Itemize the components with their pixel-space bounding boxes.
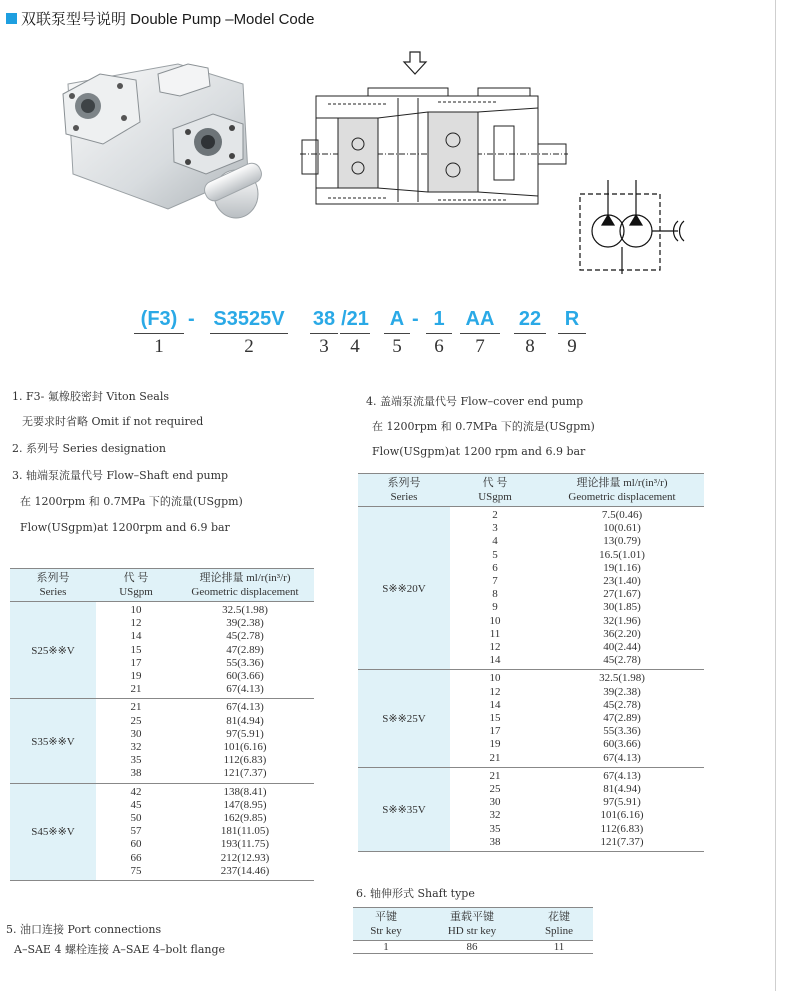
header-spline-cn: 花键 (548, 911, 570, 923)
codes-cell (450, 767, 540, 851)
table-header-row (353, 908, 593, 941)
disp-values: 138(8.41) 147(8.95) 162(9.85) 181(11.05) 193(11.75) 212(12.93) 237(14.46) (220, 785, 270, 877)
codes-cell (96, 602, 176, 699)
page-title-text: 双联泵型号说明 Double Pump –Model Code (21, 11, 315, 28)
header-disp-cn: 理论排量 ml/r(in³/r) (199, 572, 291, 584)
title-square-icon (6, 13, 17, 24)
note-5: 5. 油口连接 Port connections (6, 923, 162, 936)
code-segment-4 (340, 306, 370, 360)
header-series-en: Series (39, 586, 67, 598)
code-value: 22 (518, 308, 542, 330)
note-5-sub: A–SAE 4 螺栓连接 A–SAE 4–bolt flange (14, 943, 226, 956)
page-title (6, 8, 314, 29)
disp-cell (176, 783, 314, 880)
header-series (358, 474, 450, 507)
header-hd-str-key-cn: 重载平键 (450, 911, 494, 923)
disp-values: 32.5(1.98) 39(2.38) 45(2.78) 47(2.89) 55(3.36) 60(3.66) 67(4.13) (222, 604, 268, 696)
header-str-key-en: Str key (370, 925, 402, 937)
shaft-end-flow-table (10, 568, 314, 881)
pump-cross-section-drawing (298, 48, 570, 220)
header-code (450, 474, 540, 507)
code-segment-8 (514, 306, 546, 360)
codes-values: 2 3 4 5 6 7 8 9 10 11 12 14 (489, 509, 501, 667)
header-hd-str-key (419, 908, 525, 941)
codes-values: 42 45 50 57 60 66 75 (130, 785, 142, 877)
table-header-row (10, 569, 314, 602)
header-disp-cn: 理论排量 ml/r(in³/r) (576, 477, 668, 489)
series-cell: S35※※V (10, 699, 96, 783)
header-series-cn: 系列号 (36, 572, 70, 584)
table-row (10, 783, 314, 880)
note-4-sub1: 在 1200rpm 和 0.7MPa 下的流是(USgpm) (372, 420, 595, 433)
spline-value: 11 (553, 941, 565, 953)
hydraulic-double-pump-symbol (578, 176, 688, 276)
code-index: 2 (210, 333, 288, 360)
codes-cell (450, 670, 540, 767)
disp-cell (176, 602, 314, 699)
str-key-value: 1 (383, 941, 389, 953)
code-segment-3 (310, 306, 338, 360)
disp-cell (540, 507, 704, 670)
series-cell: S※※35V (358, 767, 450, 851)
codes-values: 21 25 30 32 35 38 (489, 769, 501, 848)
code-segment-5 (384, 306, 410, 360)
code-index: 1 (134, 333, 184, 360)
header-spline-en: Spline (544, 925, 574, 937)
table-row (358, 767, 704, 851)
disp-values: 32.5(1.98) 39(2.38) 45(2.78) 47(2.89) 55(3.36) 60(3.66) 67(4.13) (599, 672, 645, 764)
header-disp-en: Geometric displacement (568, 491, 676, 503)
code-value: 38 (312, 308, 336, 330)
disp-values: 67(4.13) 81(4.94) 97(5.91) 101(6.16) 112(6.83) 121(7.37) (600, 769, 644, 848)
cover-end-flow-table (358, 473, 704, 852)
page-edge-line (775, 0, 776, 991)
header-series-cn: 系列号 (387, 477, 421, 489)
codes-values: 10 12 14 15 17 19 21 (489, 672, 501, 764)
codes-values: 21 25 30 32 35 38 (130, 701, 142, 780)
header-series-en: Series (390, 491, 418, 503)
codes-cell (450, 507, 540, 670)
series-cell: S※※20V (358, 507, 450, 670)
note-1-sub: 无要求时省略 Omit if not required (22, 415, 204, 428)
note-3-sub2: Flow(USgpm)at 1200rpm and 6.9 bar (20, 521, 230, 534)
header-str-key (353, 908, 419, 941)
series-cell: S25※※V (10, 602, 96, 699)
disp-cell (176, 699, 314, 783)
code-segment-6 (426, 306, 452, 360)
note-3: 3. 轴端泵流量代号 Flow–Shaft end pump (12, 469, 229, 482)
header-str-key-cn: 平键 (375, 911, 397, 923)
code-segment-9 (558, 306, 586, 360)
table-header-row (358, 474, 704, 507)
code-index: 8 (514, 333, 546, 360)
header-code-en: USgpm (119, 586, 153, 598)
code-index: 3 (310, 333, 338, 360)
codes-cell (96, 699, 176, 783)
header-code-cn: 代 号 (123, 572, 149, 584)
table-row (353, 941, 593, 954)
code-value: (F3) (140, 308, 178, 330)
code-value: AA (465, 308, 495, 330)
disp-cell (540, 767, 704, 851)
disp-values: 67(4.13) 81(4.94) 97(5.91) 101(6.16) 112(6.83) 121(7.37) (223, 701, 267, 780)
note-3-sub1: 在 1200rpm 和 0.7MPa 下的流量(USgpm) (20, 495, 243, 508)
model-code (0, 306, 800, 370)
series-cell: S45※※V (10, 783, 96, 880)
series-cell: S※※25V (358, 670, 450, 767)
code-index: 5 (384, 333, 410, 360)
code-value: S3525V (213, 308, 285, 330)
note-2: 2. 系列号 Series designation (12, 442, 167, 455)
header-spline (525, 908, 593, 941)
disp-cell (540, 670, 704, 767)
double-pump-photo (28, 44, 268, 224)
header-code (96, 569, 176, 602)
table-row (358, 507, 704, 670)
code-value: A (389, 308, 405, 330)
code-dash: - (188, 308, 195, 330)
header-hd-str-key-en: HD str key (447, 925, 497, 937)
disp-values: 7.5(0.46) 10(0.61) 13(0.79) 16.5(1.01) 19(1.16) 23(1.40) 27(1.67) 30(1.85) 32(1.96) 36(2.20) 40(2.44) 45(2.78) (599, 509, 645, 667)
table-row (10, 602, 314, 699)
code-value: /21 (341, 308, 369, 330)
code-index: 6 (426, 333, 452, 360)
code-index: 4 (340, 333, 370, 360)
codes-cell (96, 783, 176, 880)
note-4-sub2: Flow(USgpm)at 1200 rpm and 6.9 bar (372, 445, 586, 458)
code-index: 9 (558, 333, 586, 360)
code-value: R (564, 308, 580, 330)
note-1: 1. F3- 氟橡胶密封 Viton Seals (12, 390, 169, 403)
table-row (10, 699, 314, 783)
table-row (358, 670, 704, 767)
header-displacement (176, 569, 314, 602)
code-segment-7 (460, 306, 500, 360)
header-displacement (540, 474, 704, 507)
code-segment-1 (134, 306, 184, 360)
code-value: 1 (433, 308, 445, 330)
note-6: 6. 轴伸形式 Shaft type (356, 887, 475, 900)
code-index: 7 (460, 333, 500, 360)
code-segment-2 (210, 306, 288, 360)
shaft-type-table (353, 907, 593, 954)
codes-values: 10 12 14 15 17 19 21 (130, 604, 142, 696)
note-4: 4. 盖端泵流量代号 Flow–cover end pump (366, 395, 584, 408)
header-code-cn: 代 号 (482, 477, 508, 489)
header-series (10, 569, 96, 602)
code-dash: - (412, 308, 419, 330)
header-disp-en: Geometric displacement (191, 586, 299, 598)
hd-str-key-value: 86 (466, 941, 478, 953)
header-code-en: USgpm (478, 491, 512, 503)
